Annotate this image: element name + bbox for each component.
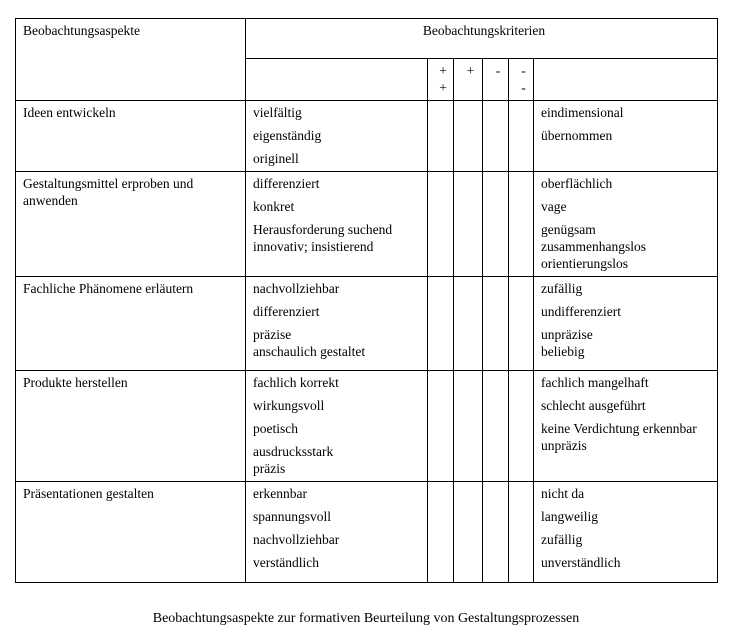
criterion-line: fachlich mangelhaft — [541, 375, 649, 390]
rating-header-plus — [454, 59, 483, 101]
table-row-produkte-herstellen — [16, 371, 718, 482]
criterion-line: unpräzise — [541, 327, 593, 342]
criterion-line: schlecht ausgeführt — [541, 398, 646, 413]
criterion-line: zufällig — [541, 281, 583, 296]
criteria-header-cell: Beobachtungskriterien — [246, 19, 718, 59]
rating-header-minus-minus — [509, 59, 534, 101]
rating-cell-plus — [454, 172, 483, 277]
criterion-line: eindimensional — [541, 105, 624, 120]
criterion-line: originell — [253, 151, 299, 166]
criterion-line: zufällig — [541, 532, 583, 547]
table-row-ideen-entwickeln — [16, 101, 718, 172]
criterion-line: differenziert — [253, 176, 320, 191]
criterion-line: spannungsvoll — [253, 509, 332, 524]
criterion-line: konkret — [253, 199, 295, 214]
rating-cell-plus-plus — [428, 482, 454, 583]
positive-criteria-cell — [246, 482, 428, 583]
rating-header-minus — [483, 59, 509, 101]
aspect-cell: Ideen entwickeln — [16, 101, 246, 172]
positive-criteria-cell — [246, 371, 428, 482]
aspect-cell: Fachliche Phänomene erläutern — [16, 277, 246, 371]
table-row-praesentationen — [16, 482, 718, 583]
criterion-line: orientierungslos — [541, 256, 628, 271]
rating-cell-minus-minus — [509, 172, 534, 277]
criterion-line: präzis — [253, 461, 286, 476]
criterion-line: keine Verdichtung erkennbar — [541, 421, 697, 436]
criterion-line: wirkungsvoll — [253, 398, 325, 413]
rating-mark: + — [439, 63, 447, 78]
rating-cell-plus-plus — [428, 172, 454, 277]
positive-criteria-cell — [246, 277, 428, 371]
rating-mark: - — [521, 80, 526, 95]
table-row-fachliche-phaenomene — [16, 277, 718, 371]
observation-table — [15, 18, 718, 583]
criterion-line: erkennbar — [253, 486, 307, 501]
aspects-header-cell: Beobachtungsaspekte — [16, 19, 246, 101]
rating-cell-minus — [483, 101, 509, 172]
criterion-line: undifferenziert — [541, 304, 621, 319]
rating-cell-minus-minus — [509, 277, 534, 371]
criterion-line: präzise — [253, 327, 292, 342]
negative-criteria-header-cell — [534, 59, 718, 101]
rating-cell-minus-minus — [509, 371, 534, 482]
criterion-line: anschaulich gestaltet — [253, 344, 366, 359]
criterion-line: zusammenhangslos — [541, 239, 646, 254]
criterion-line: ausdrucksstark — [253, 444, 334, 459]
negative-criteria-cell — [534, 172, 718, 277]
criterion-line: differenziert — [253, 304, 320, 319]
criterion-line: fachlich korrekt — [253, 375, 339, 390]
rating-cell-minus — [483, 482, 509, 583]
criterion-line: nachvollziehbar — [253, 532, 340, 547]
rating-mark: - — [521, 63, 526, 78]
criterion-line: nachvollziehbar — [253, 281, 340, 296]
positive-criteria-cell — [246, 101, 428, 172]
rating-cell-plus-plus — [428, 277, 454, 371]
criterion-line: beliebig — [541, 344, 585, 359]
rating-cell-plus — [454, 371, 483, 482]
rating-cell-plus-plus — [428, 371, 454, 482]
document-page — [15, 18, 717, 627]
criterion-line: eigenständig — [253, 128, 322, 143]
positive-criteria-cell — [246, 172, 428, 277]
rating-cell-plus — [454, 482, 483, 583]
criterion-line: vielfältig — [253, 105, 302, 120]
criterion-line: unpräzis — [541, 438, 587, 453]
rating-mark: + — [466, 63, 475, 78]
criterion-line: oberflächlich — [541, 176, 613, 191]
criterion-line: übernommen — [541, 128, 613, 143]
rating-cell-minus — [483, 277, 509, 371]
header-row-1 — [16, 19, 718, 59]
rating-cell-minus — [483, 172, 509, 277]
table-caption: Beobachtungsaspekte zur formativen Beurteilung von Gestaltungsprozessen — [152, 611, 580, 626]
criterion-line: langweilig — [541, 509, 598, 524]
rating-cell-plus-plus — [428, 101, 454, 172]
rating-cell-minus — [483, 371, 509, 482]
positive-criteria-header-cell — [246, 59, 428, 101]
negative-criteria-cell — [534, 277, 718, 371]
negative-criteria-cell — [534, 371, 718, 482]
table-row-gestaltungsmittel — [16, 172, 718, 277]
criterion-line: verständlich — [253, 555, 319, 570]
rating-mark: - — [495, 63, 501, 78]
criterion-line: genügsam — [541, 222, 596, 237]
criterion-line: poetisch — [253, 421, 298, 436]
criterion-line: Herausforderung suchend — [253, 222, 393, 237]
criterion-line: innovativ; insistierend — [253, 239, 374, 254]
rating-header-plus-plus — [428, 59, 454, 101]
rating-cell-minus-minus — [509, 101, 534, 172]
negative-criteria-cell — [534, 101, 718, 172]
criterion-line: nicht da — [541, 486, 585, 501]
negative-criteria-cell — [534, 482, 718, 583]
aspect-cell: Gestaltungsmittel erproben und anwenden — [16, 172, 246, 277]
rating-cell-plus — [454, 277, 483, 371]
criterion-line: vage — [541, 199, 567, 214]
aspect-cell: Produkte herstellen — [16, 371, 246, 482]
rating-mark: + — [439, 80, 447, 95]
aspect-cell: Präsentationen gestalten — [16, 482, 246, 583]
criterion-line: unverständlich — [541, 555, 621, 570]
rating-cell-minus-minus — [509, 482, 534, 583]
rating-cell-plus — [454, 101, 483, 172]
